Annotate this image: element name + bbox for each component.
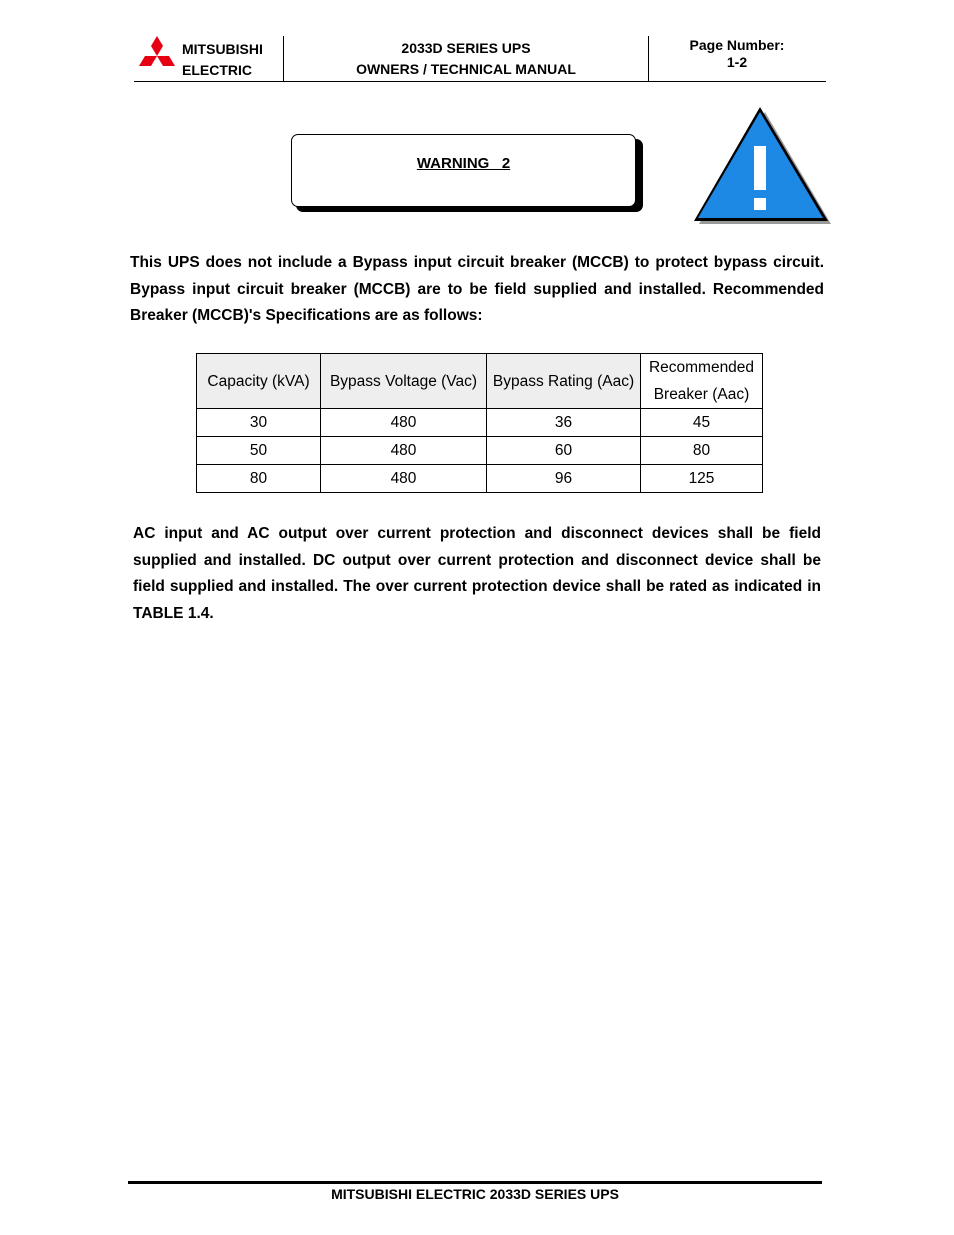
table-cell: 50 (197, 437, 321, 465)
protection-paragraph: AC input and AC output over current protection and disconnect devices shall be field supplied and installed. DC output over current protection and disconnect device shall be field supplied and installed. The over current protection device shall be rated as indicated in TABLE 1.4. (133, 525, 821, 622)
table-row (197, 465, 763, 493)
footer-text: MITSUBISHI ELECTRIC 2033D SERIES UPS (331, 1186, 619, 1202)
title-line-2: OWNERS / TECHNICAL MANUAL (356, 61, 576, 77)
mitsubishi-logo-icon (136, 36, 186, 76)
header-rule (134, 81, 826, 82)
table-cell: 45 (641, 409, 763, 437)
table-row (197, 437, 763, 465)
intro-paragraph: This UPS does not include a Bypass input circuit breaker (MCCB) to protect bypass circuit. Bypass input circuit breaker (MCCB) are to be field supplied and installed. Recommended Breaker (MCCB)'s Specifications are as follows: (130, 254, 824, 324)
header-bypass-rating: Bypass Rating (Aac) (487, 354, 641, 409)
header-page-number (649, 37, 825, 71)
page-number-label: Page Number: (689, 37, 785, 53)
table-cell: 36 (487, 409, 641, 437)
header-recommended-breaker: Recommended Breaker (Aac) (641, 354, 763, 409)
header-capacity: Capacity (kVA) (197, 354, 321, 409)
table-cell: 30 (197, 409, 321, 437)
table-cell: 125 (641, 465, 763, 493)
table-cell: 480 (321, 409, 487, 437)
table-cell: 60 (487, 437, 641, 465)
brand-line-2: ELECTRIC (182, 62, 252, 78)
table-cell: 96 (487, 465, 641, 493)
warning-label: WARNING 2 (416, 155, 511, 172)
table-header-row (197, 354, 763, 409)
table-cell: 80 (641, 437, 763, 465)
table-cell: 80 (197, 465, 321, 493)
header-title (284, 38, 648, 80)
header-brand (182, 39, 263, 81)
table-row (197, 409, 763, 437)
title-line-1: 2033D SERIES UPS (401, 40, 531, 56)
warning-exclamation-icon (692, 106, 834, 226)
breaker-spec-table (196, 353, 763, 493)
header-bypass-voltage: Bypass Voltage (Vac) (321, 354, 487, 409)
table-cell: 480 (321, 437, 487, 465)
page-number-value: 1-2 (726, 54, 748, 70)
footer-rule (128, 1181, 822, 1184)
brand-line-1: MITSUBISHI (182, 41, 263, 57)
table-cell: 480 (321, 465, 487, 493)
